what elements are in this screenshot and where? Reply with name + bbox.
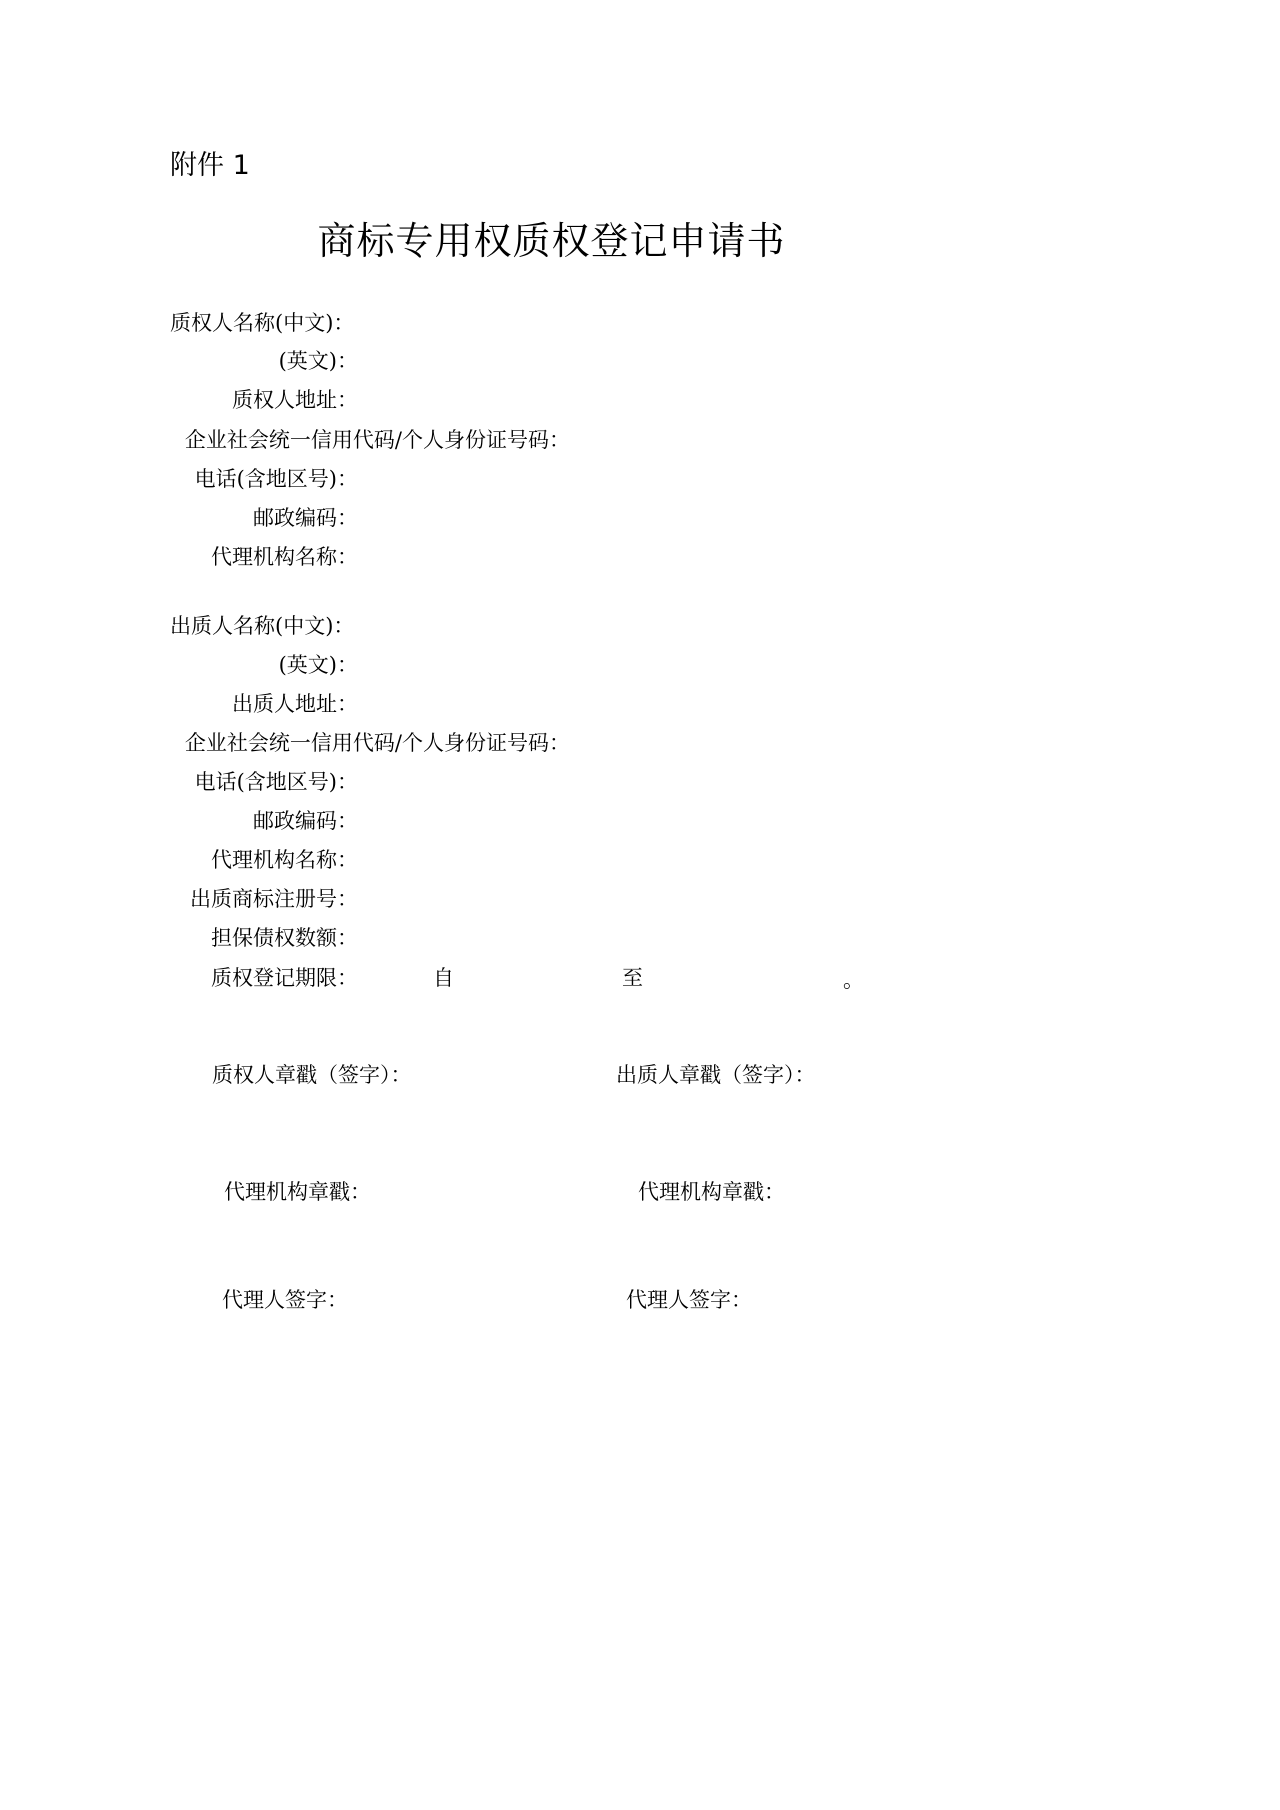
pledgee-id-code-label: 企业社会统一信用代码/个人身份证号码： [184, 428, 570, 452]
period-from: 自 [433, 966, 454, 990]
pledgor-seal-label: 出质人章戳（签字）： [616, 1063, 816, 1087]
pledgee-phone-label: 电话(含地区号)： [194, 467, 358, 491]
trademark-reg-no-label: 出质商标注册号： [190, 887, 358, 911]
pledgor-id-code-label: 企业社会统一信用代码/个人身份证号码： [184, 731, 570, 755]
pledge-period-label: 质权登记期限： [211, 966, 358, 990]
attachment-label: 附件 1 [170, 150, 250, 181]
period-end-mark: 。 [843, 968, 864, 992]
period-to: 至 [622, 966, 643, 990]
pledgor-name-en-label: (英文)： [278, 653, 358, 677]
pledgee-address-label: 质权人地址： [232, 388, 358, 412]
agent-sign-right-label: 代理人签字： [626, 1288, 752, 1312]
pledgor-phone-label: 电话(含地区号)： [194, 770, 358, 794]
pledgee-agency-label: 代理机构名称： [211, 545, 358, 569]
secured-amount-label: 担保债权数额： [211, 926, 358, 950]
pledgee-postcode-label: 邮政编码： [253, 506, 358, 530]
agent-sign-left-label: 代理人签字： [222, 1288, 348, 1312]
pledgor-agency-label: 代理机构名称： [211, 848, 358, 872]
pledgor-name-cn-label: 出质人名称(中文)： [170, 614, 355, 638]
pledgee-name-cn-label: 质权人名称(中文)： [170, 311, 355, 335]
agency-seal-right-label: 代理机构章戳： [638, 1180, 785, 1204]
pledgee-seal-label: 质权人章戳（签字）： [212, 1063, 412, 1087]
pledgee-name-en-label: (英文)： [278, 349, 358, 373]
agency-seal-left-label: 代理机构章戳： [224, 1180, 371, 1204]
pledgor-address-label: 出质人地址： [232, 692, 358, 716]
page-title: 商标专用权质权登记申请书 [317, 219, 786, 263]
pledgor-postcode-label: 邮政编码： [253, 809, 358, 833]
